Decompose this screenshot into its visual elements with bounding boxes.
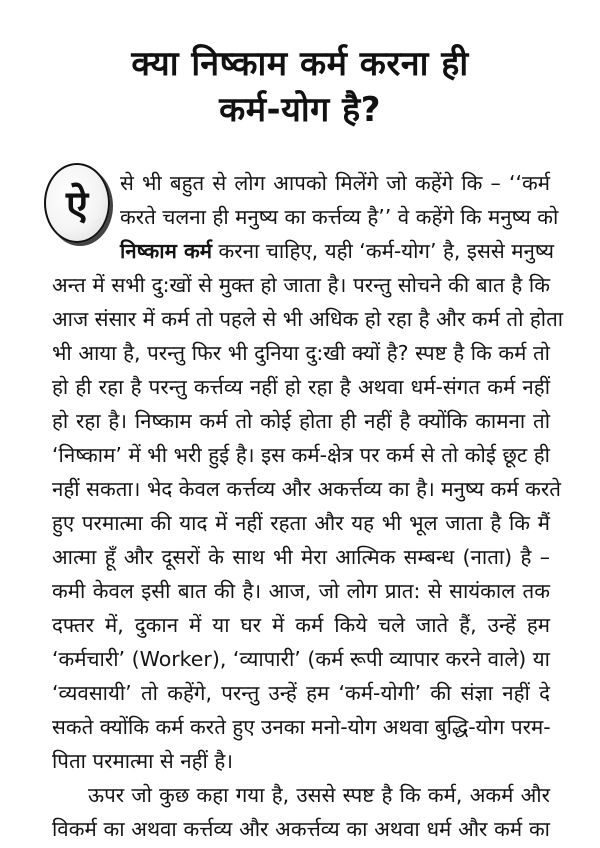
paragraph-line: सकते क्योंकि कर्म करते हुए उनका मनो-योग अथवा बुद्धि-योग परम- (52, 715, 551, 739)
paragraph-line: करते चलना ही मनुष्य का कर्त्तव्य है’’ वे कहेंगे कि मनुष्य को (120, 205, 559, 229)
paragraph-line: विकर्म का अथवा कर्त्तव्य और अकर्त्तव्य का अथवा धर्म और कर्म का (52, 817, 550, 841)
paragraph-line: दफ्तर में, दुकान में या घर में कर्म किये चले जाते हैं, उन्हें हम (52, 613, 550, 637)
paragraph-line: नहीं सकता। भेद केवल कर्त्तव्य और अकर्त्तव्य का है। मनुष्य कर्म करते (52, 477, 561, 501)
paragraph-line: भी आया है, परन्तु फिर भी दुनिया दु:खी क्यों है? स्पष्ट है कि कर्म तो (52, 341, 550, 365)
paragraph-line: ‘कर्मचारी’ (Worker), ‘व्यापारी’ (कर्म रूपी व्यापार करने वाले) या (52, 647, 550, 671)
paragraph-line: से भी बहुत से लोग आपको मिलेंगे जो कहेंगे कि – ‘‘कर्म (120, 171, 550, 195)
bold-term: निष्काम कर्म (120, 239, 212, 263)
paragraph-line: ‘व्यवसायी’ तो कहेंगे, परन्तु उन्हें हम ‘कर्म-योगी’ की संज्ञा नहीं दे (52, 681, 550, 705)
paragraph-line: आत्मा हूँ और दूसरों के साथ भी मेरा आत्मिक सम्बन्ध (नाता) है – (52, 545, 550, 569)
paragraph-line: हुए परमात्मा की याद में नहीं रहता और यह भी भूल जाता है कि मैं (52, 511, 550, 535)
paragraph-line: अन्त में सभी दु:खों से मुक्त हो जाता है। परन्तु सोचने की बात है कि (52, 273, 550, 297)
paragraph-line: आज संसार में कर्म तो पहले से भी अधिक हो रहा है और कर्म तो होता (52, 307, 564, 331)
paragraph-line: कमी केवल इसी बात की है। आज, जो लोग प्रात: से सायंकाल तक (52, 579, 550, 603)
paragraph-line: हो ही रहा है परन्तु कर्त्तव्य नहीं हो रहा है अथवा धर्म-संगत कर्म नहीं (52, 375, 550, 399)
paragraph-line-text: करना चाहिए, यही ‘कर्म-योग’ है, इससे मनुष्य (211, 239, 555, 263)
paragraph-line: हो रहा है। निष्काम कर्म तो कोई होता ही नहीं है क्योंकि कामना तो (52, 409, 550, 433)
paragraph-line: ‘निष्काम’ में भी भरी हुई है। इस कर्म-क्षेत्र पर कर्म से तो कोई छूट ही (52, 443, 550, 467)
chapter-title-line-2: कर्म-योग है? (219, 90, 381, 130)
paragraph-line: ऊपर जो कुछ कहा गया है, उससे स्पष्ट है कि कर्म, अकर्म और (88, 783, 550, 807)
paragraph-line: पिता परमात्मा से नहीं है। (52, 749, 234, 773)
drop-cap-letter: ऐ (44, 163, 110, 243)
paragraph-line (120, 234, 555, 268)
chapter-title-line-1: क्या निष्काम कर्म करना ही (131, 44, 469, 84)
